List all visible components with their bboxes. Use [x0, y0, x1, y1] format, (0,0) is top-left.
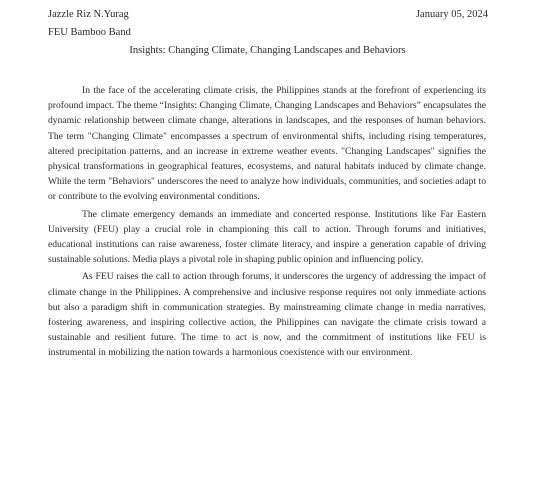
document-header [48, 8, 488, 22]
document-title: Insights: Changing Climate, Changing Landscapes and Behaviors [129, 45, 406, 56]
document-date: January 05, 2024 [415, 9, 488, 20]
organization-name: FEU Bamboo Band [48, 27, 131, 38]
paragraph-3: As FEU raises the call to action through forums, it underscores the urgency of addressing the impact of climate change in the Philippines. A comprehensive and inclusive response requires not only immediate actions but also a paradigm shift in communication strategies. By mainstreaming climate change in media narratives, fostering awareness, and inspiring collective action, the Philippines can navigate the climate crisis toward a sustainable and resilient future. The time to act is now, and the commitment of institutions like FEU is instrumental in mobilizing the nation towards a harmonious coexistence with our environment. [48, 271, 486, 359]
author-name: Jazzle Riz N.Yurag [48, 9, 129, 20]
document-body [48, 83, 486, 363]
paragraph-2: The climate emergency demands an immediate and concerted response. Institutions like Far Eastern University (FEU) play a crucial role in championing this call to action. Through forums and initiatives, educational institutions can raise awareness, foster climate literacy, and inspire a generation capable of driving sustainable solutions. Media plays a pivotal role in shaping public opinion and influencing policy. [48, 208, 486, 266]
paragraph-1: In the face of the accelerating climate crisis, the Philippines stands at the forefront of experiencing its profound impact. The theme “Insights: Changing Climate, Changing Landscapes and Behaviors” encapsulates the dynamic relationship between climate change, alterations in landscapes, and the responses of human behaviors. The term "Changing Climate" encompasses a spectrum of environmental shifts, including rising temperatures, altered precipitation patterns, and an increase in extreme weather events. "Changing Landscapes" signifies the physical transformations in geographical features, ecosystems, and natural habitats induced by climate change. While the term "Behaviors" underscores the need to analyze how individuals, communities, and societies adapt to or contribute to the evolving environmental conditions. [48, 85, 486, 203]
